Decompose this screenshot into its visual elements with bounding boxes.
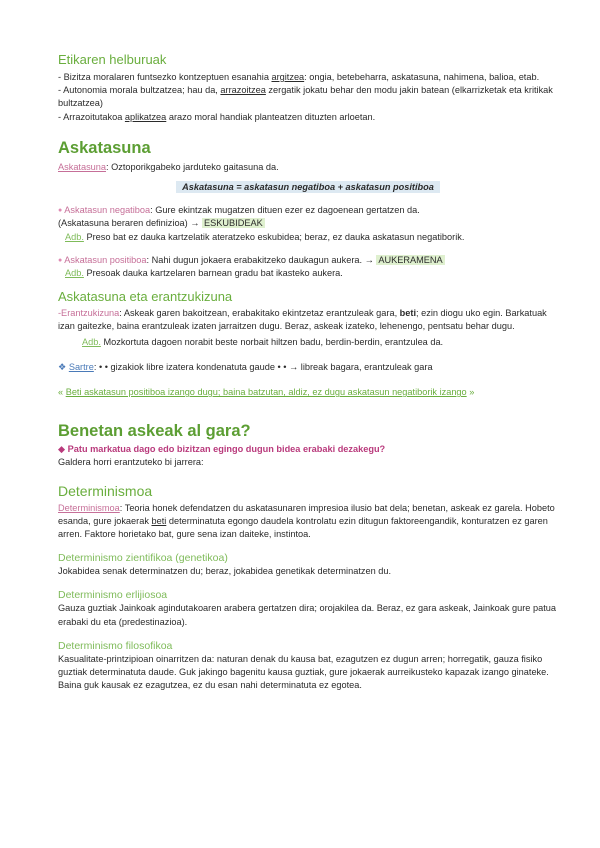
determinism-title: Determinismoa	[58, 482, 153, 499]
determinism-section	[58, 483, 558, 693]
negative-freedom-note: (Askatasuna beraren definizioa) → ESKUBIDEAK	[58, 218, 263, 229]
goal-item: - Arrazoitutakoa aplikatzea arazo moral handiak planteatzen dituzten arloetan.	[58, 111, 376, 122]
goal-item: - Autonomia morala bultzatzea; hau da, arrazoitzea zergatik jokatu behar den modu jakin batean (elkarrizketak eta kritikak bultzatzea)	[58, 85, 553, 109]
philosophical-determinism-text: Kasualitate-printzipioan oinarritzen da: naturan denak du kausa bat, ezagutzen ez dugun arren; horregatik, gauza fisiko guztiak determinatuta daude. Guk jakingo bagenitu kausa guztiak, gure jokaerak aurreikusteko kapazak izango ginateke. Baina guk kausak ez ezagutzea, ez du esan nahi determinatuta ez egotea.	[58, 653, 549, 691]
bullet-icon: ●	[58, 207, 63, 215]
document-page	[58, 52, 558, 692]
freedom-definition: Askatasuna: Oztoporikgabeko jarduteko gaitasuna da.	[58, 161, 279, 172]
scientific-determinism-title: Determinismo zientifikoa (genetikoa)	[58, 552, 228, 565]
quote-mark-icon: »	[469, 387, 475, 398]
responsibility-section	[58, 289, 558, 399]
bullet-icon: ◆	[58, 444, 66, 455]
freedom-section	[58, 138, 558, 280]
bullet-icon: ●	[58, 256, 63, 264]
goals-title: Etikaren helburuak	[58, 52, 167, 67]
scientific-determinism-text: Jokabidea senak determinatzen du; beraz, jokabidea genetikak determinatzen du.	[58, 566, 392, 577]
diamond-icon: ❖	[58, 361, 67, 372]
question-intro: Galdera horri erantzuteko bi jarrera:	[58, 457, 204, 468]
quote-mark-icon: «	[58, 387, 64, 398]
responsibility-definition: -Erantzukizuna: Askeak garen bakoitzean, erabakitako ekintzetaz erantzuleak gara, beti; ezin diogu uko egin. Barkatuak izan gaitezke, baina erantzuleak izaten jarraitzen dugu. Beraz, askeak izateko, lehenengo, pentsatu behar dugu.	[58, 308, 547, 332]
religious-determinism-text: Gauza guztiak Jainkoak agindutakoaren arabera gertatzen dira; orojakilea da. Beraz, ez gara askeak, Jainkoak gure patua erabaki du eta (predestinazioa).	[58, 603, 556, 627]
freedom-formula: Askatasuna = askatasun negatiboa + askatasun positiboa	[58, 181, 558, 194]
negative-freedom: ● Askatasun negatiboa: Gure ekintzak mugatzen dituen ezer ez dagoenean gertatzen da.	[58, 205, 420, 216]
positive-freedom-example: Adb. Presoak dauka kartzelaren barnean gradu bat ikasteko aukera.	[65, 268, 343, 279]
negative-freedom-example: Adb. Preso bat ez dauka kartzelatik ateratzeko eskubidea; beraz, ez dauka askatasun negatiborik.	[65, 231, 465, 242]
sartre-quote: ❖ Sartre: • • gizakiok libre izatera kondenatuta gaude • • → libreak bagara, erantzuleak gara	[58, 361, 433, 372]
key-question: ◆ Patu markatua dago edo bizitzan egingo dugun bidea erabaki dezakegu?	[58, 444, 386, 455]
really-free-section	[58, 421, 558, 469]
key-statement: « Beti askatasun positiboa izango dugu; baina batzutan, aldiz, ez dugu askatasun negatiborik izango »	[58, 387, 475, 398]
positive-freedom: ● Askatasun positiboa: Nahi dugun jokaera erabakitzeko daukagun aukera. → AUKERAMENA	[58, 254, 443, 265]
goal-item: - Bizitza moralaren funtsezko kontzeptuen esanahia argitzea: ongia, betebeharra, askatasuna, nahimena, balioa, etab.	[58, 72, 540, 82]
religious-determinism-title: Determinismo erlijiosoa	[58, 589, 168, 602]
responsibility-title: Askatasuna eta erantzukizuna	[58, 289, 233, 305]
philosophical-determinism-title: Determinismo filosofikoa	[58, 639, 173, 652]
determinism-definition: Determinismoa: Teoria honek defendatzen du askatasunaren impresioa ilusio bat dela; benetan, askeak ez garela. Hobeto esanda, gure jokaerak beti determinatuta egongo daudela kontrolatu ezin ditugun faktoreengandik, konturatzen ez garen arren. Faktore horietako bat, gure sena izan daiteke, instintoa.	[58, 502, 555, 540]
responsibility-example: Adb. Mozkortuta dagoen norabit beste norbait hiltzen badu, berdin-berdin, erantzulea da.	[82, 336, 444, 347]
freedom-title: Askatasuna	[58, 138, 151, 157]
goals-section	[58, 52, 558, 124]
really-free-title: Benetan askeak al gara?	[58, 422, 251, 441]
